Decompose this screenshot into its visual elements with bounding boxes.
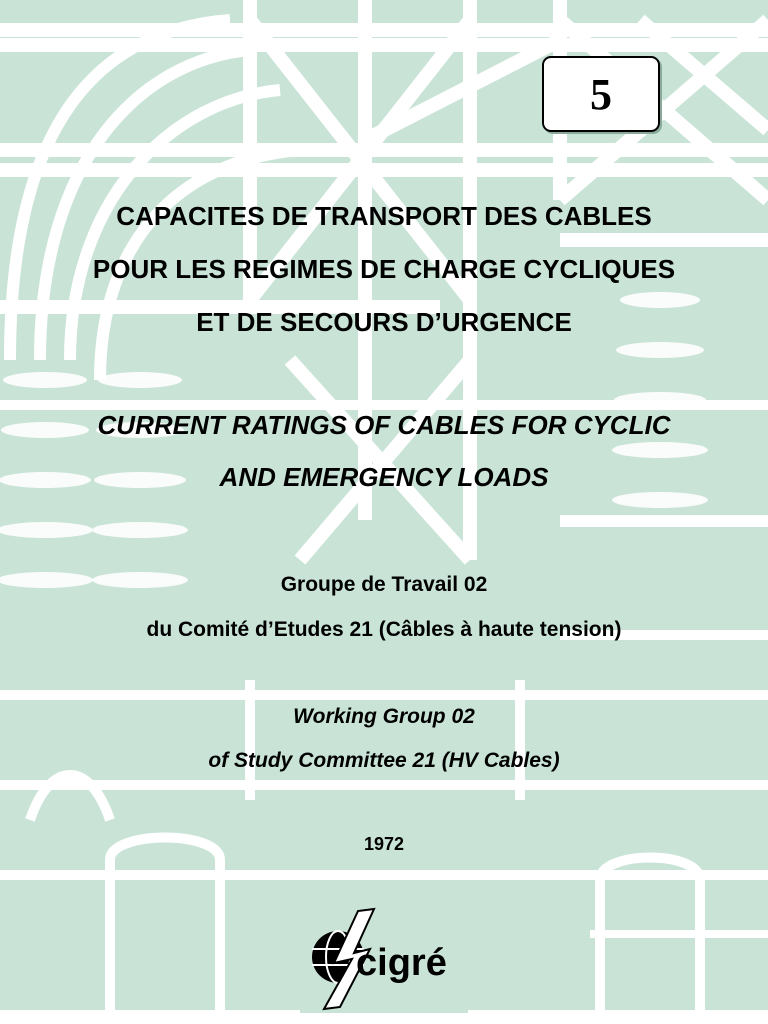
cigre-logo [300, 905, 468, 1013]
group-en-line-1: Working Group 02 [293, 705, 475, 728]
group-en-line-2: of Study Committee 21 (HV Cables) [208, 749, 560, 772]
title-en-line-1: CURRENT RATINGS OF CABLES FOR CYCLIC [97, 410, 671, 440]
volume-number: 5 [590, 69, 612, 119]
logo-wordmark: cigré [356, 942, 447, 984]
group-fr-line-1: Groupe de Travail 02 [280, 573, 488, 596]
title-fr-line-3: ET DE SECOURS D’URGENCE [196, 307, 572, 337]
publication-year: 1972 [363, 834, 405, 854]
group-fr-line-2: du Comité d’Etudes 21 (Câbles à haute tension) [146, 618, 622, 641]
title-en-line-2: AND EMERGENCY LOADS [219, 462, 549, 492]
title-fr-line-1: CAPACITES DE TRANSPORT DES CABLES [116, 201, 652, 231]
title-fr-line-2: POUR LES REGIMES DE CHARGE CYCLIQUES [92, 254, 676, 284]
volume-number-box [542, 56, 660, 132]
